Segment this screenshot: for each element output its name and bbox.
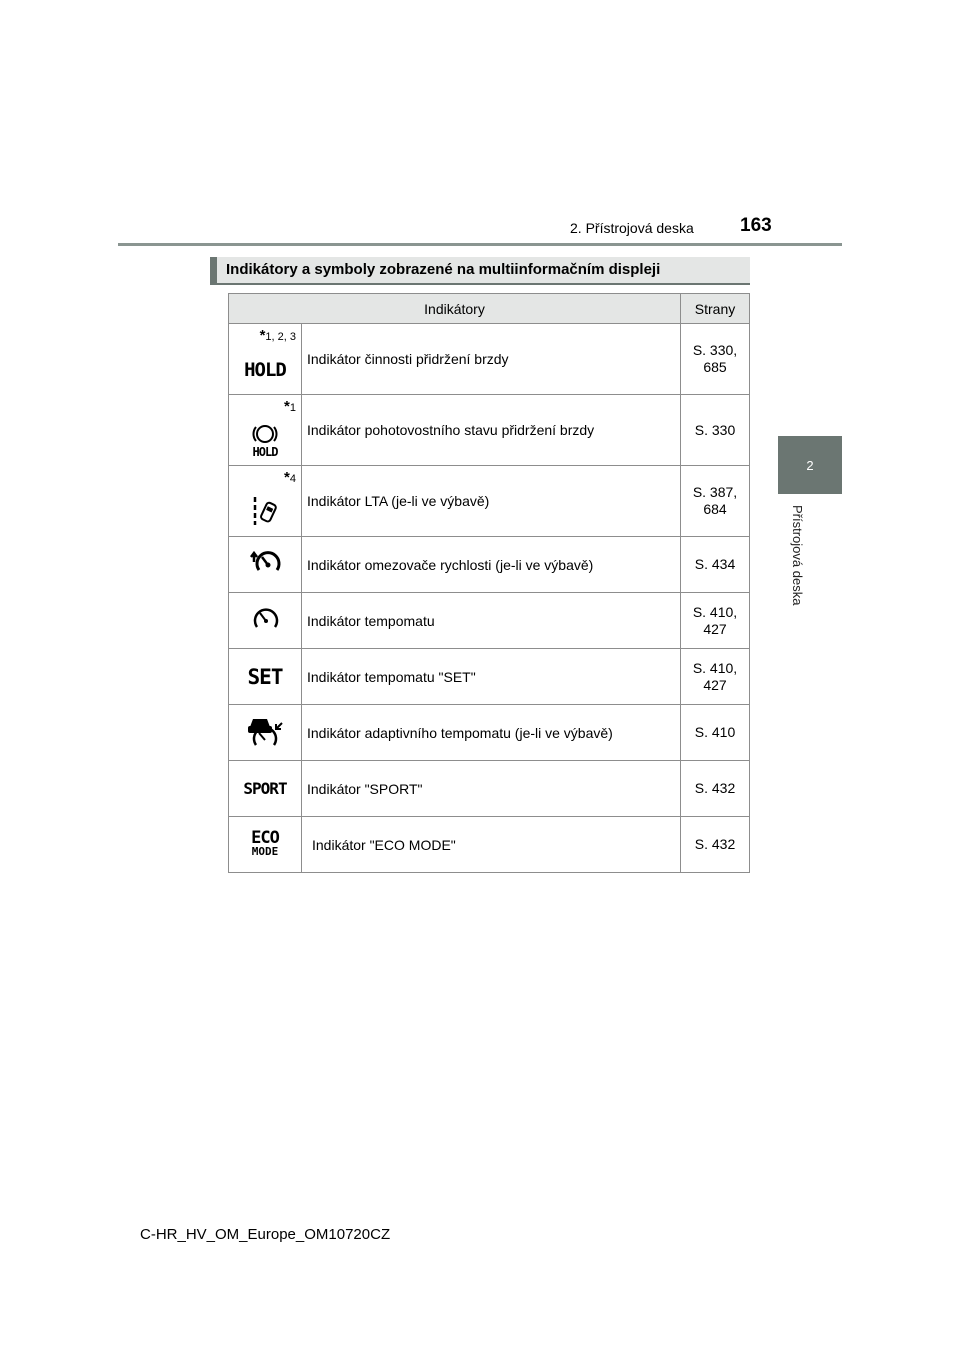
speed-limiter-icon: [248, 548, 282, 578]
table-row: [229, 324, 750, 395]
section-title: Indikátory a symboly zobrazené na multiinformačním displeji: [210, 257, 750, 283]
hold-icon: HOLD: [244, 359, 286, 381]
page-number: 163: [740, 215, 772, 236]
adaptive-cruise-icon: [244, 715, 286, 747]
indicator-table: [228, 293, 750, 873]
chapter-tab: [778, 436, 842, 494]
table-row: [229, 537, 750, 593]
icon-cell: [229, 466, 302, 537]
table-header-row: [229, 294, 750, 324]
indicator-description: Indikátor činnosti přidržení brzdy: [302, 324, 681, 395]
page-reference: S. 432: [681, 761, 750, 817]
page-reference: S. 387, 684: [681, 466, 750, 537]
indicator-description: Indikátor tempomatu "SET": [302, 649, 681, 705]
indicator-description: Indikátor "ECO MODE": [302, 817, 681, 873]
icon-cell: [229, 537, 302, 593]
page-reference: S. 410, 427: [681, 593, 750, 649]
column-header-pages: Strany: [681, 294, 750, 324]
hold-standby-icon: [252, 423, 278, 458]
chapter-label: Přístrojová deska: [790, 505, 805, 606]
header-rule: [118, 243, 842, 246]
eco-mode-label-bottom: MODE: [251, 844, 279, 858]
indicator-description: Indikátor LTA (je-li ve výbavě): [302, 466, 681, 537]
eco-mode-label-top: ECO: [251, 827, 279, 848]
brake-circle-icon: [252, 423, 278, 445]
indicator-description: Indikátor tempomatu: [302, 593, 681, 649]
lta-icon: [251, 495, 279, 530]
icon-cell: [229, 649, 302, 705]
section-underline: [210, 283, 750, 285]
indicator-description: Indikátor "SPORT": [302, 761, 681, 817]
sport-icon: SPORT: [243, 779, 287, 798]
icon-cell: [229, 705, 302, 761]
table-row: [229, 649, 750, 705]
footnote-marker: *1, 2, 3: [259, 327, 296, 344]
icon-cell: [229, 593, 302, 649]
page-reference: S. 410, 427: [681, 649, 750, 705]
table-row: [229, 761, 750, 817]
table-row: [229, 466, 750, 537]
icon-cell: [229, 395, 302, 466]
footer-document-id: C-HR_HV_OM_Europe_OM10720CZ: [140, 1226, 391, 1243]
page-reference: S. 330: [681, 395, 750, 466]
table-row: [229, 395, 750, 466]
page-reference: S. 434: [681, 537, 750, 593]
table-row: [229, 817, 750, 873]
eco-mode-icon: [251, 827, 279, 858]
table-row: [229, 705, 750, 761]
column-header-indicators: Indikátory: [229, 294, 681, 324]
indicator-description: Indikátor pohotovostního stavu přidržení brzdy: [302, 395, 681, 466]
set-icon: SET: [247, 664, 283, 689]
hold-standby-label: HOLD: [252, 445, 278, 459]
indicator-description: Indikátor adaptivního tempomatu (je-li ve výbavě): [302, 705, 681, 761]
icon-cell: [229, 817, 302, 873]
page-reference: S. 410: [681, 705, 750, 761]
cruise-control-icon: [250, 605, 280, 633]
icon-cell: [229, 324, 302, 395]
page-reference: S. 330, 685: [681, 324, 750, 395]
table-row: [229, 593, 750, 649]
indicator-description: Indikátor omezovače rychlosti (je-li ve výbavě): [302, 537, 681, 593]
footnote-marker: *4: [284, 469, 296, 486]
page-reference: S. 432: [681, 817, 750, 873]
icon-cell: [229, 761, 302, 817]
chapter-number: 2: [806, 457, 814, 473]
header-section-title: 2. Přístrojová deska: [570, 220, 694, 236]
footnote-marker: *1: [284, 398, 296, 415]
